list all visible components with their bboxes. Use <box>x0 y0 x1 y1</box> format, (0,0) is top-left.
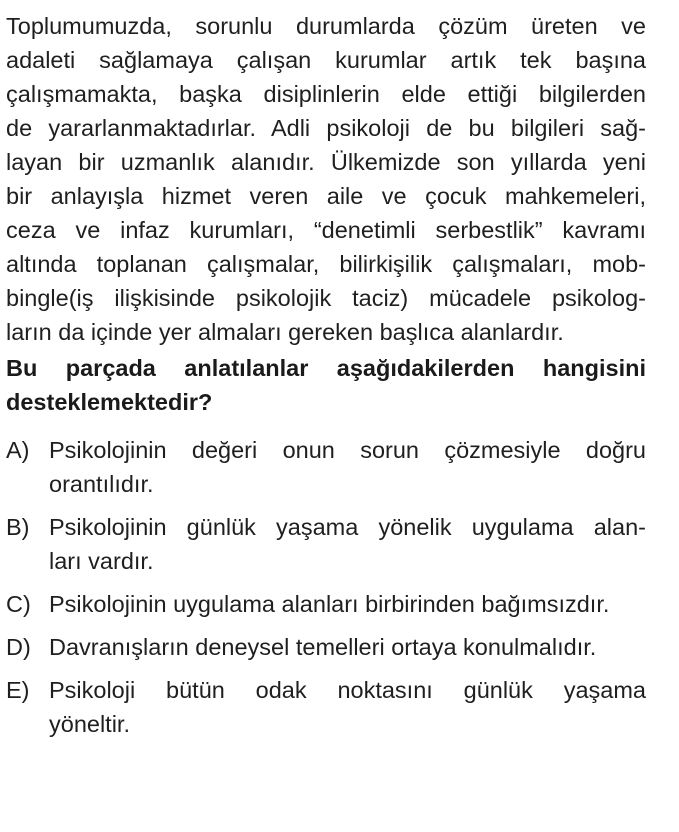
question-line: desteklemektedir? <box>6 389 213 415</box>
option-line: Psikolojinin değeri onun sorun çözmesiyle doğru <box>49 437 646 463</box>
option-c[interactable] <box>6 587 646 621</box>
passage-text <box>6 9 646 349</box>
passage-line: altında toplanan çalışmalar, bilirkişilik çalışmaları, mob- <box>6 251 646 277</box>
option-text <box>49 630 646 664</box>
option-line: Psikolojinin günlük yaşama yönelik uygulama alan- <box>49 514 646 540</box>
option-letter: B) <box>6 514 30 540</box>
passage-line: layan bir uzmanlık alanıdır. Ülkemizde son yıllarda yeni <box>6 149 646 175</box>
option-letter: A) <box>6 437 30 463</box>
option-text <box>49 673 646 741</box>
option-letter: E) <box>6 677 30 703</box>
option-line: yöneltir. <box>49 711 130 737</box>
passage-line: ların da içinde yer almaları gereken başlıca alanlardır. <box>6 319 564 345</box>
question-stem <box>6 351 646 419</box>
option-d[interactable] <box>6 630 646 664</box>
question-line: Bu parçada anlatılanlar aşağıdakilerden hangisini <box>6 355 646 381</box>
option-line: Psikoloji bütün odak noktasını günlük yaşama <box>49 677 646 703</box>
passage-line: ceza ve infaz kurumları, “denetimli serbestlik” kavramı <box>6 217 646 243</box>
option-e[interactable] <box>6 673 646 741</box>
answer-options <box>6 433 646 741</box>
option-letter: C) <box>6 591 31 617</box>
option-letter: D) <box>6 634 31 660</box>
passage-line: Toplumumuzda, sorunlu durumlarda çözüm üreten ve <box>6 13 646 39</box>
option-text <box>49 587 646 621</box>
option-text <box>49 433 646 501</box>
passage-line: çalışmamakta, başka disiplinlerin elde ettiği bilgilerden <box>6 81 646 107</box>
option-line: Davranışların deneysel temelleri ortaya konulmalıdır. <box>49 634 597 660</box>
option-line: ları vardır. <box>49 548 154 574</box>
passage-line: bingle(iş ilişkisinde psikolojik taciz) mücadele psikolog- <box>6 285 646 311</box>
passage-line: de yararlanmaktadırlar. Adli psikoloji de bu bilgileri sağ- <box>6 115 646 141</box>
option-a[interactable] <box>6 433 646 501</box>
option-b[interactable] <box>6 510 646 578</box>
option-text <box>49 510 646 578</box>
question-page <box>6 9 646 750</box>
passage-line: adaleti sağlamaya çalışan kurumlar artık tek başına <box>6 47 646 73</box>
option-line: orantılıdır. <box>49 471 154 497</box>
option-line: Psikolojinin uygulama alanları birbirinden bağımsızdır. <box>49 591 610 617</box>
passage-line: bir anlayışla hizmet veren aile ve çocuk mahkemeleri, <box>6 183 646 209</box>
